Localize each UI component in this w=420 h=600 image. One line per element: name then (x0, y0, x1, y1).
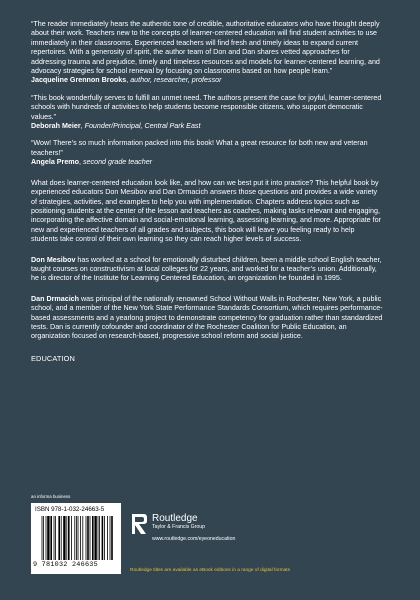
barcode-bar (82, 516, 83, 560)
barcode-digits: 9 781032 246635 (33, 561, 98, 569)
publisher-name: Routledge (152, 513, 198, 524)
barcode-bar (92, 516, 94, 560)
barcode-bar (55, 516, 56, 560)
publisher-group: Taylor & Francis Group (152, 524, 206, 530)
subject-category: EDUCATION (31, 353, 75, 363)
barcode-bar (102, 516, 104, 560)
barcode-bar (47, 516, 49, 560)
author-bio-text: has worked at a school for emotionally disturbed children, been a middle school English teacher, taught courses on constructivism at local colleges for 22 years, and worked for a teacher’s union. Additionally, he is director of the Institute for Learning Centered Education, an organization he founded in 1995. (31, 255, 382, 283)
author-name: Dan Drmacich (31, 294, 80, 303)
barcode-bar (61, 516, 62, 560)
barcode-bar (58, 516, 60, 560)
publisher-block (130, 512, 290, 552)
barcode-bar (71, 516, 72, 560)
barcode-bar (50, 516, 52, 560)
barcode-bars (40, 516, 116, 560)
barcode-bar (86, 516, 87, 560)
endorser-role: author, researcher, professor (130, 76, 222, 85)
endorser-name: Angela Premo (31, 158, 80, 167)
barcode-bar (66, 516, 67, 560)
barcode-bar (99, 516, 100, 560)
barcode-bar (80, 516, 81, 560)
isbn-label: ISBN 978-1-032-24663-5 (35, 506, 105, 513)
ebook-note: Routledge titles are available as eBook editions in a range of digital formats (130, 568, 290, 573)
cover-text (31, 20, 383, 363)
endorsement-2 (31, 94, 383, 132)
barcode-bar (46, 516, 47, 560)
endorser-name: Deborah Meier (31, 122, 81, 131)
publisher-url: www.routledge.com/eyeoneducation (152, 536, 236, 542)
endorsement-3 (31, 139, 383, 167)
barcode-bar (111, 516, 113, 560)
endorsement-attribution: Angela Premo, second grade teacher (31, 158, 153, 167)
barcode-bar (104, 516, 105, 560)
barcode-bar (94, 516, 96, 560)
barcode-bar (98, 516, 99, 560)
endorsement-text: “This book wonderfully serves to fulfill an unmet need. The authors present the case for joyful, learner-centered schools with hundreds of activities to help students become responsible citizens, who support democratic values.” (31, 93, 382, 121)
endorsement-attribution: Jacqueline Grennon Brooks, author, researcher, professor (31, 76, 222, 85)
cover-footer (31, 494, 391, 582)
barcode-bar (110, 516, 111, 560)
endorser-role: second grade teacher (82, 158, 153, 167)
author-bio-2 (31, 295, 383, 342)
barcode-bar (78, 516, 79, 560)
barcode-bar (54, 516, 55, 560)
book-description: What does learner-centered education look like, and how can we best put it into practice? This helpful book by experienced educators Don Mesibov and Dan Drmacich answers those questions and provides a wide variety of strategies, activities, and examples to help you with implementation. Chapters address topics such as positioning students at the center of the lesson and teachers as coaches, making tasks relevant and engaging, incorporating the affective domain and social-emotional learning, assessing learning, and more. Appropriate for new and experienced teachers of all grades and subjects, this book will leave you feeling ready to help students take control of their own learning so they can reach higher levels of success. (31, 178, 381, 244)
endorser-role: Founder/Principal, Central Park East (84, 122, 201, 131)
endorsement-1 (31, 20, 383, 86)
author-name: Don Mesibov (31, 255, 76, 264)
endorser-name: Jacqueline Grennon Brooks (31, 76, 127, 85)
barcode-bar (90, 516, 91, 560)
barcode-bar (63, 516, 65, 560)
barcode-bar (43, 516, 44, 560)
barcode-bar (87, 516, 89, 560)
barcode-bar (107, 516, 108, 560)
barcode-bar (74, 516, 75, 560)
barcode-bar (68, 516, 70, 560)
barcode-bar (76, 516, 77, 560)
barcode-bar (42, 516, 43, 560)
endorsement-attribution: Deborah Meier, Founder/Principal, Central Park East (31, 122, 201, 131)
barcode (31, 503, 121, 574)
endorsement-text: “Wow! There’s so much information packed into this book! What a great resource for both new and veteran teachers!” (31, 139, 368, 157)
routledge-logo-icon (130, 512, 148, 536)
endorsement-text: “The reader immediately hears the authentic tone of credible, authoritative educators who have thought deeply about their work. Teachers new to the concepts of learner-centered education will find student activities to use immediately in their classrooms. Experienced teachers will find fresh and timely ideas to expand current repertoires. With a generosity of spirit, the author team of Don and Dan shares vetted approaches for addressing trauma and prejudice, timely and timeless resources and models for learner-centered learning, and advocacy strategies for school renewal by focusing on classrooms based on how people learn.” (31, 20, 380, 76)
author-bio-text: was principal of the nationally renowned School Without Walls in Rochester, New York, a public school, and a member of the New York State Performance Standards Consortium, which requires performance-based assessments and a yearlong project to demonstrate competency for graduation rather than standardized tests. Dan is currently cofounder and coordinator of the Rochester Coalition for Public Education, an organization focused on research-based, progressive school reform and social justice. (31, 294, 383, 341)
author-bio-1 (31, 256, 383, 284)
informa-tagline: an informa business (31, 494, 71, 499)
